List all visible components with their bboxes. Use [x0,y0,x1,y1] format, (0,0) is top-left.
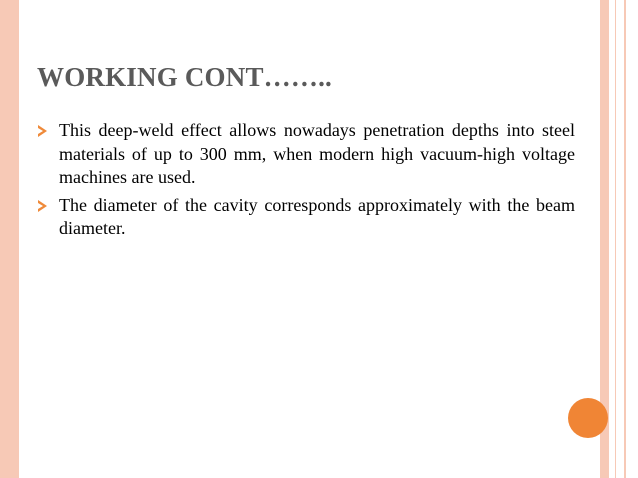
right-accent-line [624,0,626,478]
arrow-bullet-icon [38,125,47,137]
bullet-item [37,194,575,241]
decorative-circle [568,398,608,438]
bullet-text: This deep-weld effect allows nowadays penetration depths into steel materials of up to 300 mm, when modern high vacuum-high voltage machines are used. [59,120,575,187]
bullet-item [37,119,575,190]
bullet-list [37,119,575,245]
bullet-text: The diameter of the cavity corresponds approximately with the beam diameter. [59,194,575,238]
right-accent-line [615,0,616,478]
left-accent-bar [0,0,19,478]
slide-title: WORKING CONT…….. [37,62,332,92]
arrow-bullet-icon [38,200,47,212]
